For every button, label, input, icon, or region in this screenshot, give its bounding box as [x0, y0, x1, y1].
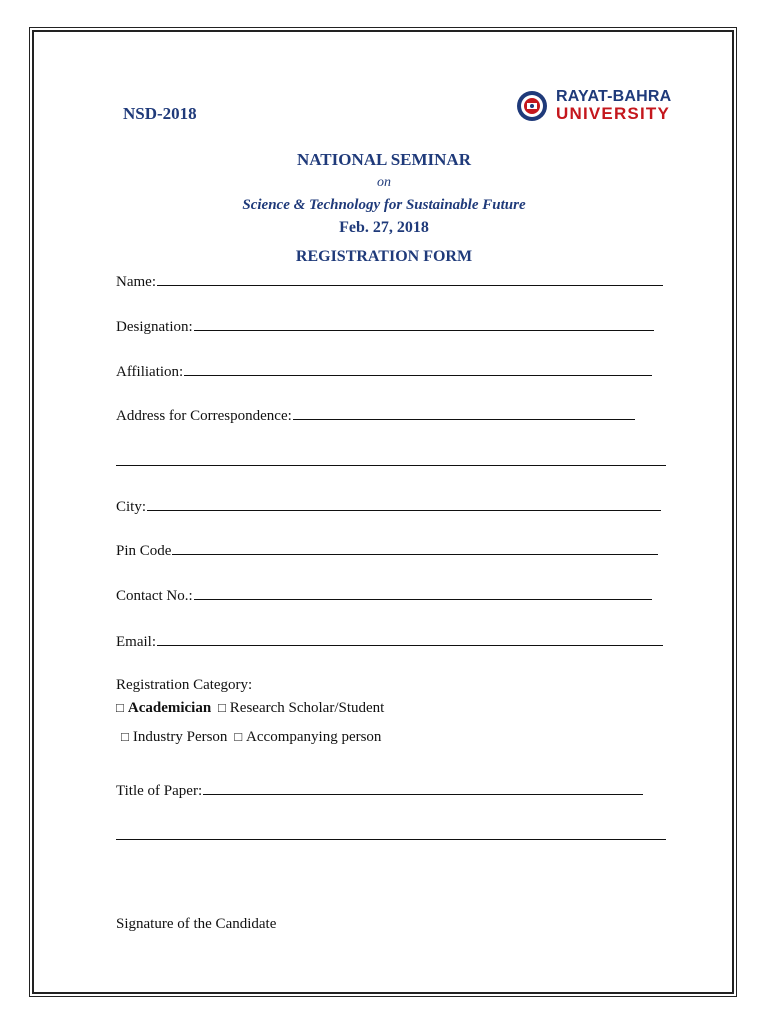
logo-line-1: RAYAT-BAHRA: [556, 88, 672, 105]
paper-title-field[interactable]: [116, 781, 643, 800]
option-accompanying-person[interactable]: Accompanying person: [246, 729, 382, 745]
university-seal-icon: [516, 90, 548, 122]
signature-label: Signature of the Candidate: [116, 916, 277, 932]
contact-field[interactable]: [116, 586, 652, 605]
category-row-2: [121, 729, 381, 746]
event-code: NSD-2018: [123, 104, 197, 123]
paper-title-line-2[interactable]: [116, 826, 666, 840]
option-research-scholar[interactable]: Research Scholar/Student: [229, 700, 385, 716]
address-line-2-field[interactable]: [116, 452, 666, 466]
name-line[interactable]: [157, 272, 663, 286]
pin-code-line[interactable]: [172, 541, 658, 555]
checkbox-research-scholar[interactable]: □: [217, 700, 226, 715]
affiliation-label: Affiliation:: [116, 364, 184, 380]
email-line[interactable]: [157, 632, 663, 646]
designation-field[interactable]: [116, 317, 654, 336]
name-label: Name:: [116, 274, 156, 290]
designation-label: Designation:: [116, 319, 193, 335]
seminar-date: Feb. 27, 2018: [339, 219, 429, 236]
email-label: Email:: [116, 634, 156, 650]
address-line[interactable]: [293, 406, 635, 420]
logo-line-2: UNIVERSITY: [556, 104, 671, 123]
city-field[interactable]: [116, 497, 661, 516]
option-academician[interactable]: Academician: [127, 700, 212, 716]
email-field[interactable]: [116, 632, 663, 651]
paper-title-line-2-field[interactable]: [116, 826, 666, 840]
name-field[interactable]: [116, 272, 663, 291]
address-field[interactable]: [116, 406, 635, 425]
address-label: Address for Correspondence:: [116, 408, 292, 424]
contact-label: Contact No.:: [116, 588, 193, 604]
address-line-2[interactable]: [116, 452, 666, 466]
university-logo: [516, 88, 672, 124]
pin-code-label: Pin Code: [116, 543, 172, 559]
checkbox-accompanying-person[interactable]: □: [234, 729, 243, 744]
paper-title-label: Title of Paper:: [116, 783, 203, 799]
checkbox-industry-person[interactable]: □: [121, 729, 129, 744]
pin-code-field[interactable]: [116, 541, 658, 560]
affiliation-field[interactable]: [116, 362, 652, 381]
seminar-title: NATIONAL SEMINAR: [297, 150, 471, 169]
form-title: REGISTRATION FORM: [295, 248, 473, 265]
contact-line[interactable]: [194, 586, 652, 600]
designation-line[interactable]: [194, 317, 654, 331]
seminar-theme: Science & Technology for Sustainable Future: [242, 197, 526, 213]
option-industry-person[interactable]: Industry Person: [132, 729, 228, 745]
city-label: City:: [116, 499, 147, 515]
affiliation-line[interactable]: [184, 362, 652, 376]
seminar-on: on: [377, 175, 391, 190]
paper-title-line[interactable]: [203, 781, 643, 795]
checkbox-academician[interactable]: □: [116, 700, 124, 715]
registration-category-label: Registration Category:: [116, 677, 253, 693]
category-row-1: [116, 700, 384, 717]
city-line[interactable]: [147, 497, 661, 511]
